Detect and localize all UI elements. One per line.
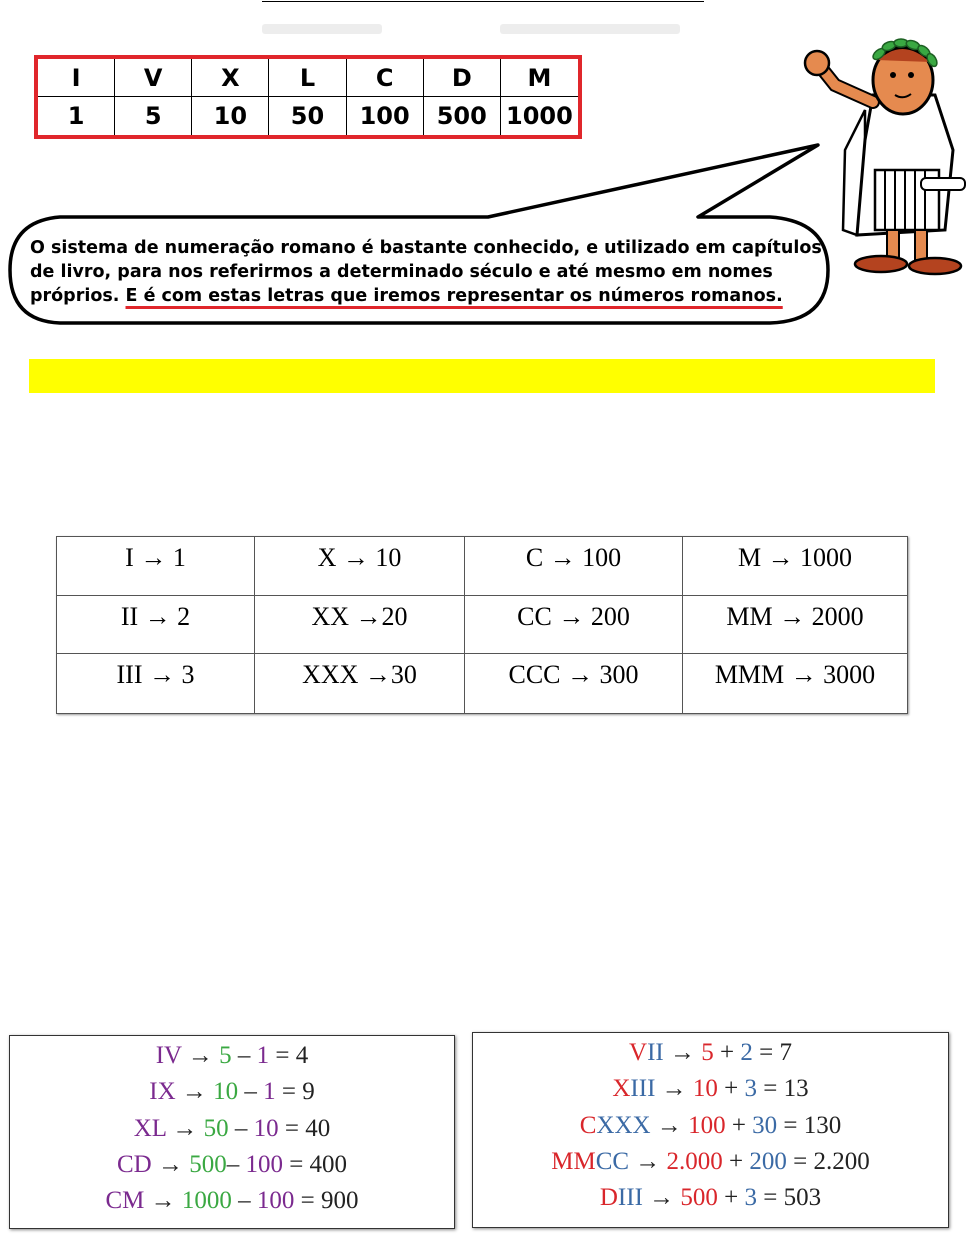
example-line xyxy=(117,1147,347,1183)
example-segment: – xyxy=(238,1078,264,1106)
numeral-symbol-cell: M xyxy=(501,59,578,97)
example-line xyxy=(612,1071,808,1107)
example-segment: → xyxy=(650,1111,689,1139)
example-segment: 2 xyxy=(740,1039,753,1066)
conversion-cell: XX →20 xyxy=(255,596,465,655)
example-segment: → xyxy=(663,1039,702,1066)
example-segment: → xyxy=(151,1150,190,1178)
example-segment: XXX xyxy=(596,1111,651,1139)
example-segment: → xyxy=(144,1187,182,1215)
example-segment: V xyxy=(629,1039,648,1066)
numeral-value-cell: 500 xyxy=(424,97,501,135)
numeral-symbol-cell: I xyxy=(38,59,115,97)
example-segment: → xyxy=(629,1147,667,1175)
bubble-text xyxy=(30,236,830,308)
example-segment: 1 xyxy=(263,1078,276,1106)
example-segment: 100 xyxy=(688,1111,726,1139)
example-line xyxy=(134,1111,331,1147)
example-segment: IV xyxy=(155,1042,182,1069)
example-segment: – xyxy=(228,1114,254,1142)
example-segment: MM xyxy=(551,1147,596,1175)
example-segment: 500 xyxy=(680,1184,718,1212)
subtraction-examples-box xyxy=(9,1035,455,1229)
conversion-cell: CC → 200 xyxy=(465,596,683,655)
example-segment: 100 xyxy=(256,1187,295,1215)
example-segment: 10 xyxy=(213,1078,239,1106)
example-segment: + xyxy=(717,1075,745,1103)
bubble-text-underlined: E é com estas letras que iremos representar os números romanos. xyxy=(125,286,783,306)
example-segment: → xyxy=(642,1184,681,1212)
example-segment: CC xyxy=(595,1147,630,1175)
example-segment: = 2.200 xyxy=(786,1147,870,1175)
example-segment: D xyxy=(599,1184,618,1212)
example-segment: – xyxy=(226,1150,246,1178)
addition-examples-box xyxy=(472,1032,949,1228)
example-segment: 10 xyxy=(692,1075,718,1103)
example-segment: = 130 xyxy=(777,1111,842,1139)
example-segment: 1 xyxy=(256,1042,270,1069)
example-line xyxy=(105,1183,358,1219)
numeral-symbol-cell: X xyxy=(192,59,269,97)
example-segment: = 4 xyxy=(269,1042,309,1069)
example-segment: → xyxy=(655,1075,693,1103)
numeral-symbol-cell: V xyxy=(115,59,192,97)
example-segment: + xyxy=(713,1039,741,1066)
numeral-value-cell: 100 xyxy=(347,97,424,135)
example-segment: = 400 xyxy=(282,1150,348,1178)
numeral-value-cell: 1 xyxy=(38,97,115,135)
example-segment: → xyxy=(166,1114,204,1142)
faint-text-artifact xyxy=(262,24,382,34)
example-line xyxy=(629,1035,792,1071)
conversion-cell: III → 3 xyxy=(57,654,255,713)
conversion-cell: MM → 2000 xyxy=(683,596,907,655)
example-segment: 5 xyxy=(219,1042,232,1069)
example-segment: 30 xyxy=(752,1111,778,1139)
faint-text-artifact xyxy=(500,24,680,34)
numeral-value-cell: 50 xyxy=(269,97,346,135)
numeral-value-cell: 5 xyxy=(115,97,192,135)
example-segment: 50 xyxy=(203,1114,229,1142)
example-segment: II xyxy=(647,1039,664,1066)
example-line xyxy=(580,1108,842,1144)
example-segment: → xyxy=(175,1078,214,1106)
example-segment: – xyxy=(231,1042,257,1069)
example-segment: X xyxy=(612,1075,631,1103)
example-segment: = 9 xyxy=(275,1078,315,1106)
example-segment: CD xyxy=(116,1150,152,1178)
example-segment: XL xyxy=(133,1114,167,1142)
roman-emperor-illustration xyxy=(795,30,975,280)
example-line xyxy=(600,1180,821,1216)
numeral-value-cell: 1000 xyxy=(506,102,573,130)
conversion-cell: XXX →30 xyxy=(255,654,465,713)
example-segment: 200 xyxy=(749,1147,787,1175)
example-segment: 3 xyxy=(744,1184,758,1212)
example-line xyxy=(149,1074,315,1110)
example-line xyxy=(551,1144,870,1180)
numeral-value-cell: 10 xyxy=(192,97,269,135)
example-segment: = 503 xyxy=(757,1184,822,1212)
example-segment: 500 xyxy=(189,1150,227,1178)
numeral-symbol-cell: L xyxy=(269,59,346,97)
numeral-symbol-cell: C xyxy=(347,59,424,97)
example-segment: CM xyxy=(105,1187,145,1215)
conversion-cell: X → 10 xyxy=(255,537,465,596)
example-segment: = 900 xyxy=(294,1187,359,1215)
example-segment: 1000 xyxy=(181,1187,232,1215)
example-segment: – xyxy=(231,1187,257,1215)
example-segment: 10 xyxy=(253,1114,279,1142)
example-segment: + xyxy=(725,1111,753,1139)
conversion-cell: II → 2 xyxy=(57,596,255,655)
bubble-text-plain: O sistema de numeração romano é bastante conhecido, e utilizado em capítulos de livro, para nos referirmos a determinado século e até mesmo em nomes próprios. xyxy=(30,238,822,306)
example-segment: 3 xyxy=(744,1075,758,1103)
example-segment: IX xyxy=(149,1078,176,1106)
example-segment: III xyxy=(617,1184,643,1212)
conversion-cell: I → 1 xyxy=(57,537,255,596)
example-segment: 100 xyxy=(245,1150,283,1178)
conversion-cell: M → 1000 xyxy=(683,537,907,596)
conversion-cell: MMM → 3000 xyxy=(714,660,876,690)
example-segment: → xyxy=(181,1042,220,1069)
example-segment: = 13 xyxy=(757,1075,809,1103)
example-line xyxy=(156,1038,309,1074)
example-segment: + xyxy=(722,1147,750,1175)
example-segment: + xyxy=(717,1184,745,1212)
roman-numeral-table xyxy=(34,55,582,139)
conversion-table xyxy=(56,536,908,714)
example-segment: 2.000 xyxy=(666,1147,723,1175)
conversion-cell: CCC → 300 xyxy=(465,654,683,713)
example-segment: = 7 xyxy=(752,1039,792,1066)
example-segment: 5 xyxy=(701,1039,714,1066)
conversion-cell: C → 100 xyxy=(465,537,683,596)
example-segment: = 40 xyxy=(278,1114,331,1142)
top-rule xyxy=(262,1,704,2)
example-segment: C xyxy=(579,1111,597,1139)
highlight-bar xyxy=(29,359,935,393)
numeral-symbol-cell: D xyxy=(424,59,501,97)
example-segment: III xyxy=(630,1075,656,1103)
